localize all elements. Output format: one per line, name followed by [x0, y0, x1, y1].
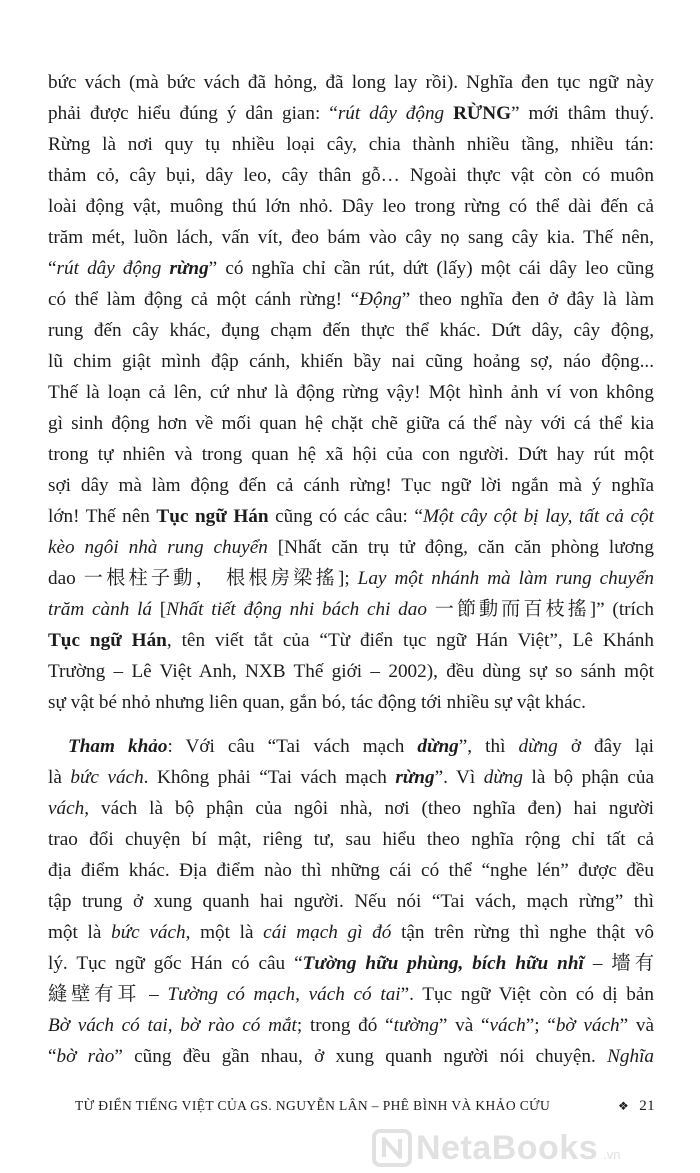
text-line: rung đến cây khác, đụng chạm đến thực thể khác. Dứt dây, cây động,	[48, 320, 654, 341]
watermark-brand: NetaBooks	[416, 1128, 599, 1167]
text-line: trăm mét, luồn lách, vấn vít, đeo bám vào cây nọ sang cây kia. Thế nên,	[48, 227, 654, 248]
text-line: kèo ngôi nhà rung chuyển [Nhất căn trụ tử động, căn căn phòng lương	[48, 537, 654, 558]
text-line: một là bức vách, một là cái mạch gì đó tận trên rừng thì nghe thật vô	[48, 922, 654, 943]
text-line: địa điểm khác. Địa điểm nào thì những cái có thể “nghe lén” được đều	[48, 860, 654, 881]
text-line: bức vách (mà bức vách đã hỏng, đã long lay rồi). Nghĩa đen tục ngữ này	[48, 72, 654, 93]
netabooks-logo-icon	[372, 1129, 412, 1167]
ornament-icon: ❖	[618, 1098, 630, 1113]
paragraph-gap	[48, 718, 654, 731]
text-line: Tham khảo: Với câu “Tai vách mạch dừng”, thì dừng ở đây lại	[68, 736, 654, 757]
watermark-suffix: .vn	[603, 1146, 621, 1162]
text-line: dao 一根柱子動， 根根房梁搖]; Lay một nhánh mà làm rung chuyển	[48, 568, 654, 589]
text-line: trao đổi chuyện bí mật, riêng tư, sau hiểu theo nghĩa rộng chỉ tất cả	[48, 829, 654, 850]
text-line: sợi dây mà làm động đến cả cánh rừng! Tục ngữ lời ngắn mà ý nghĩa	[48, 475, 654, 496]
text-line: tập trung ở xung quanh hai người. Nếu nói “Tai vách, mạch rừng” thì	[48, 891, 654, 912]
body-text	[48, 67, 654, 1072]
text-line: Bờ vách có tai, bờ rào có mắt; trong đó “tường” và “vách”; “bờ vách” và	[48, 1015, 654, 1036]
text-line: là bức vách. Không phải “Tai vách mạch rừng”. Vì dừng là bộ phận của	[48, 767, 655, 788]
text-line: vách, vách là bộ phận của ngôi nhà, nơi (theo nghĩa đen) hai người	[48, 798, 654, 819]
text-line: phải được hiểu đúng ý dân gian: “rút dây động RỪNG” mới thâm thuý.	[48, 103, 654, 124]
text-line: trong tự nhiên và trong quan hệ xã hội của con người. Dứt hay rút một	[48, 444, 654, 465]
text-line: gì sinh động hơn về mối quan hệ chặt chẽ giữa cá thể này với cá thể kia	[48, 413, 654, 434]
page-number: 21	[639, 1097, 655, 1114]
text-line: lý. Tục ngữ gốc Hán có câu “Tường hữu phùng, bích hữu nhĩ – 墻有	[48, 953, 655, 974]
text-line: 縫壁有耳 – Tường có mạch, vách có tai”. Tục ngữ Việt còn có dị bản	[48, 984, 654, 1005]
text-line: lớn! Thế nên Tục ngữ Hán cũng có các câu: “Một cây cột bị lay, tất cả cột	[48, 506, 654, 527]
text-line: Rừng là nơi quy tụ nhiều loại cây, chia thành nhiều tầng, nhiều tán:	[48, 134, 654, 155]
running-title: TỪ ĐIỂN TIẾNG VIỆT CỦA GS. NGUYỄN LÂN – PHÊ BÌNH VÀ KHẢO CỨU	[75, 1098, 551, 1113]
text-line: lũ chim giật mình đập cánh, khiến bầy nai cũng hoảng sợ, náo động...	[48, 351, 654, 372]
text-line: loài động vật, muông thú lớn nhỏ. Dây leo trong rừng có thể dài đến cả	[48, 196, 654, 217]
running-footer	[75, 1095, 655, 1117]
text-line: Trường – Lê Việt Anh, NXB Thế giới – 2002), đều dùng sự so sánh một	[48, 661, 654, 682]
text-line: “bờ rào” cũng đều gần nhau, ở xung quanh người nói chuyện. Nghĩa	[48, 1046, 654, 1067]
text-line: Tục ngữ Hán, tên viết tắt của “Từ điển tục ngữ Hán Việt”, Lê Khánh	[48, 630, 654, 651]
text-line: “rút dây động rừng” có nghĩa chỉ cần rút, dứt (lấy) một cái dây leo cũng	[48, 258, 654, 279]
watermark	[372, 1128, 690, 1168]
text-line: Thế là loạn cả lên, cứ như là động rừng vậy! Một hình ảnh ví von không	[48, 382, 654, 403]
text-line: sự vật bé nhỏ nhưng liên quan, gắn bó, tác động tới nhiều sự vật khác.	[48, 692, 586, 713]
text-line: có thể làm động cả một cánh rừng! “Động” theo nghĩa đen ở đây là làm	[48, 289, 654, 310]
text-line: thảm cỏ, cây bụi, dây leo, cây thân gỗ… Ngoài thực vật còn có muôn	[48, 165, 654, 186]
text-line: trăm cành lá [Nhất tiết động nhi bách chi dao 一節動而百枝搖]” (trích	[48, 599, 654, 620]
